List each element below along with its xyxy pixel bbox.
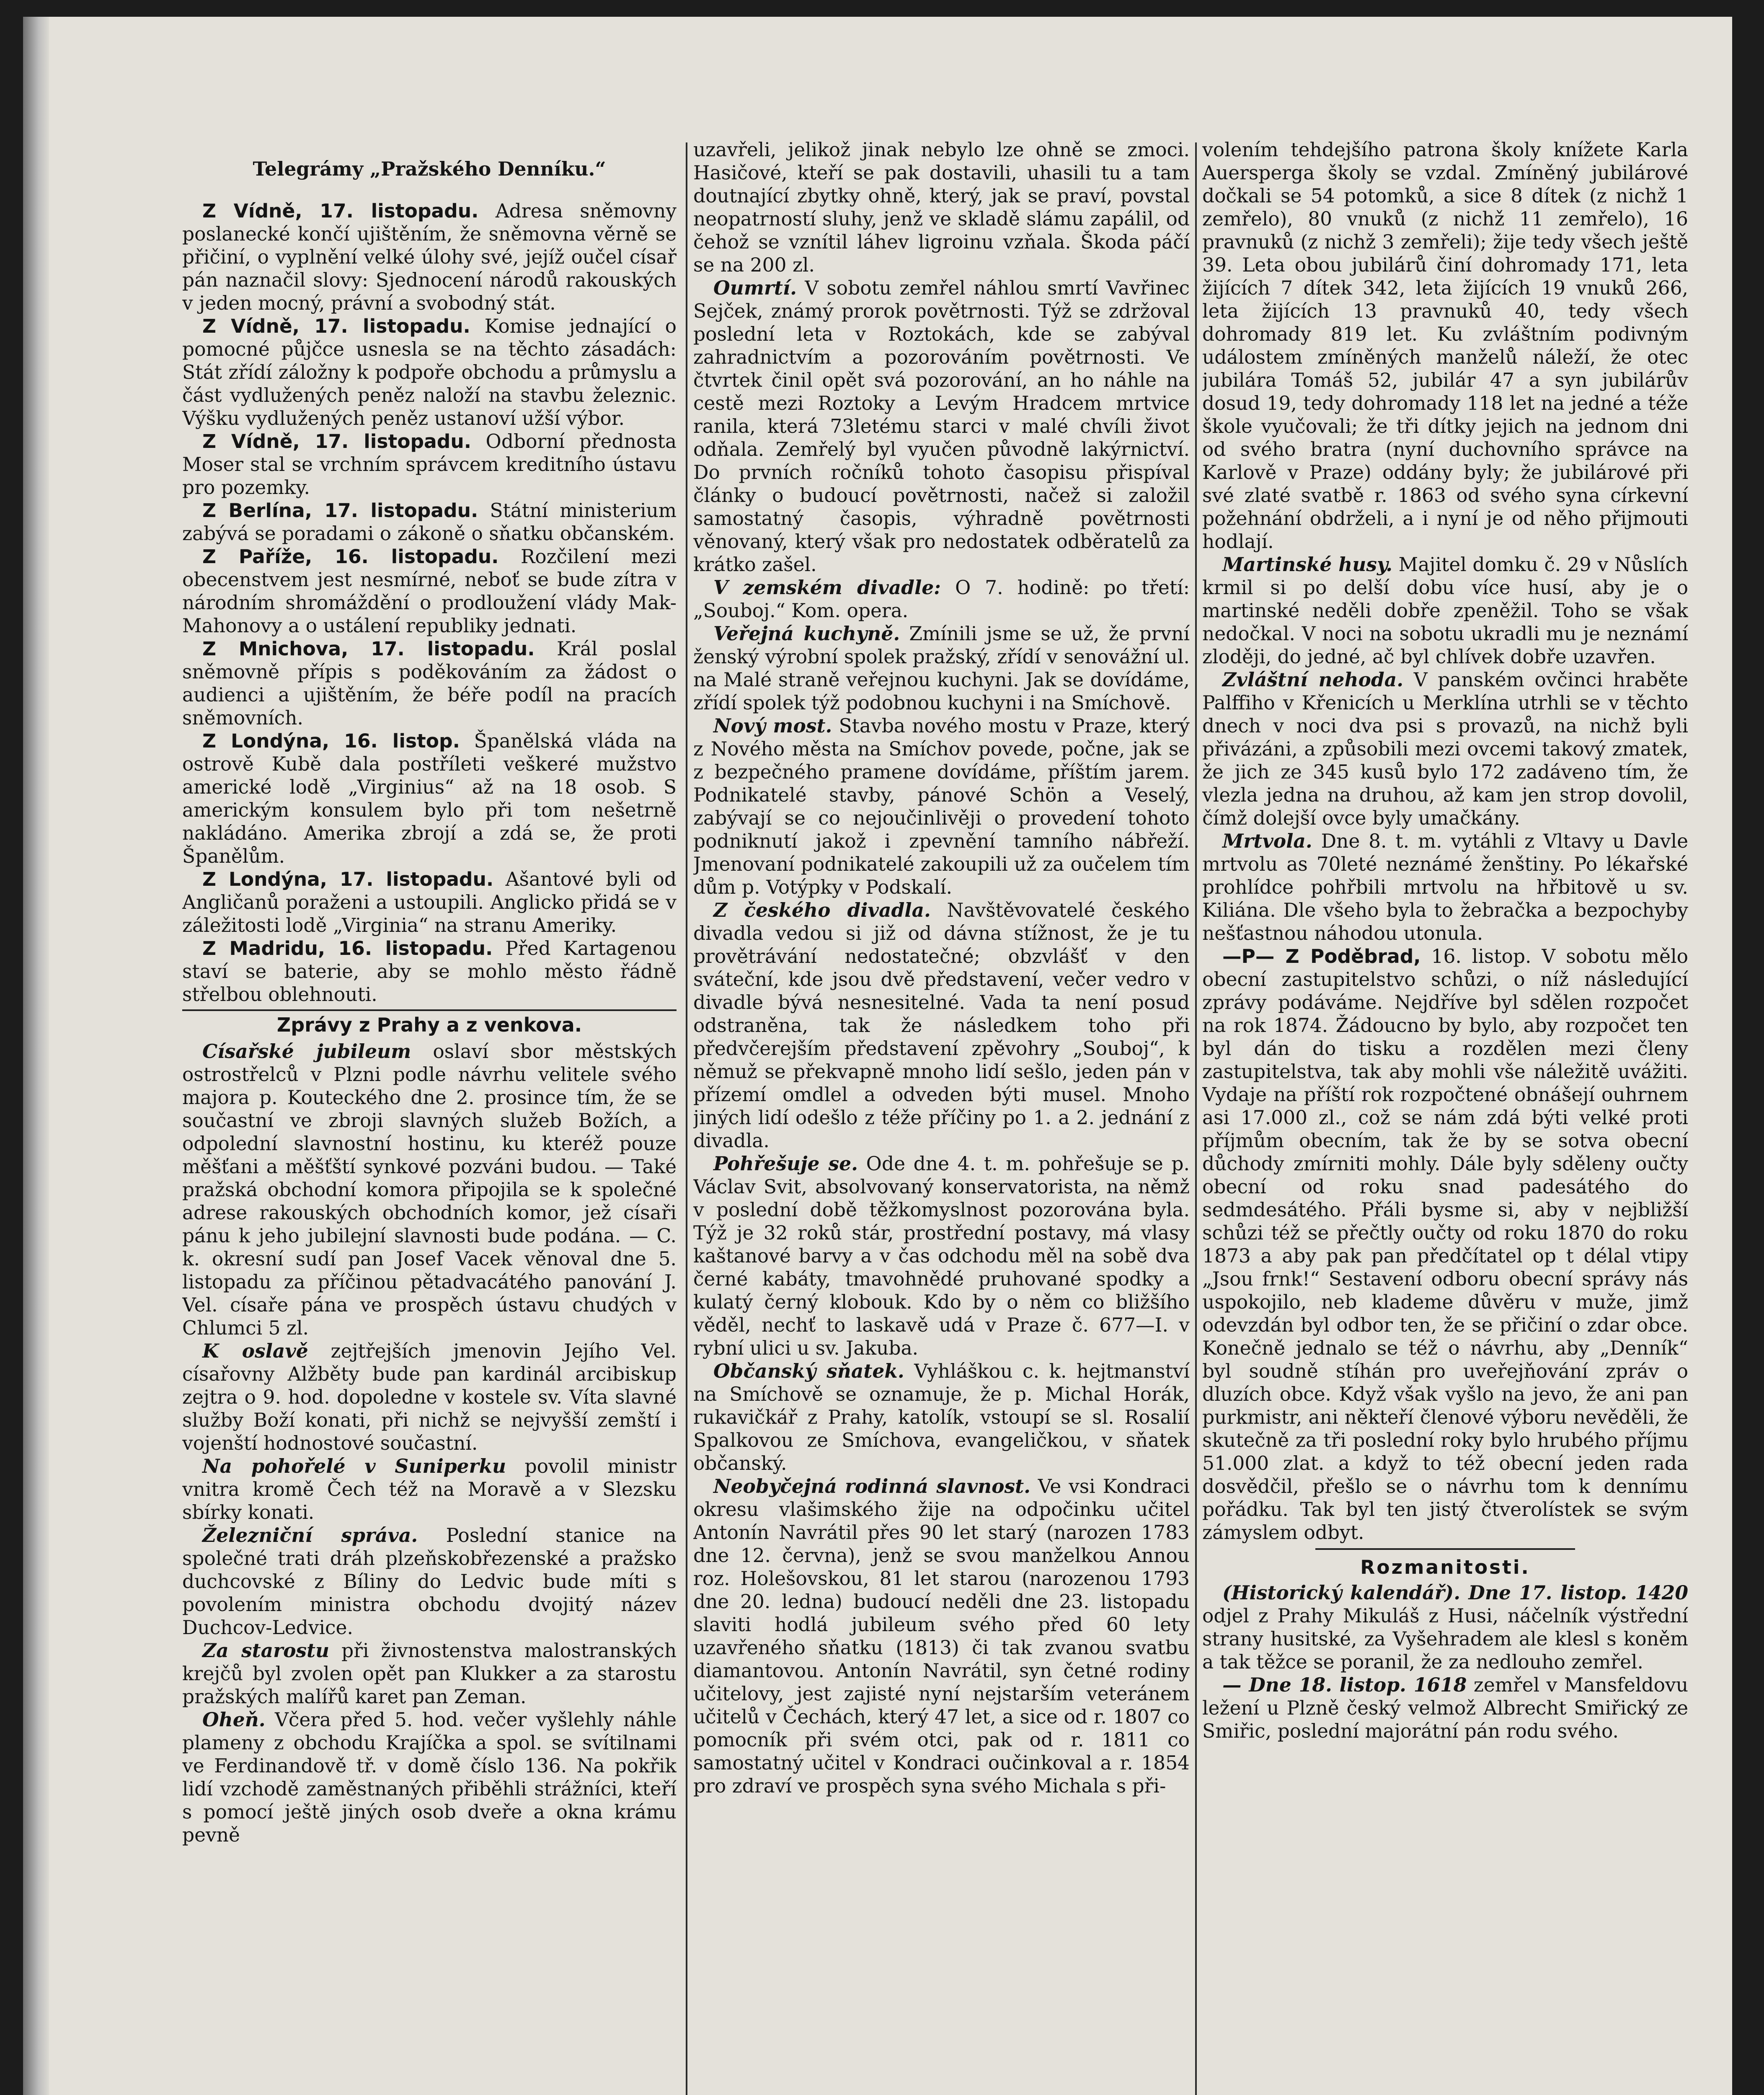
news-item — [182, 1524, 677, 1639]
news-item — [693, 714, 1190, 899]
news-text: 16. listop. V sobotu mělo obecní zastupitelstvo schůzi, o níž následující zprávy podáváme. Nejdříve byl sdělen rozpočet na rok 1874. Žádoucno by bylo, aby rozpočet ten byl dán do tisku a rozdělen mezi členy zastupitelstva, tak aby mohli vše náležitě uvážiti. Vydaje na příští rok rozpočtené obnášejí ouhrnem asi 17.000 zl., což se nám zdá býti velké proti příjmům obecním, tak že by se sotva obecní důchody zmírniti mohly. Dále byly sděleny oučty obecní od roku snad padesátého do sedmdesátého. Přáli bysme si, aby v nejbližší schůzi též se přečtly oučty od roku 1870 do roku 1873 a aby pak pan předčítatel op t délal vtipy „Jsou frnk!“ Sestavení odboru obecní správy nás uspokojilo, neb klademe důvěru v muže, jimž odevzdán byl odbor ten, že se přičiní o zdar obce. Konečně jednalo se též o návrhu, aby „Denník“ byl soudně stíhán pro uveřejňování zpráv o dluzích obce. Když však vyšlo na jevo, že ani pan purkmistr, ani někteří členové výboru nevěděli, že skutečně za tři poslední roky bylo hrubého příjmu 51.000 zlat. a když to též obecní jeden rada dosvědčil, přešlo se o návrhu tom k dennímu pořádku. Tak byl ten jistý čtverolístek se svým zámyslem odbyt. — [1202, 945, 1688, 1544]
news-text: odjel z Prahy Mikuláš z Husi, náčelník výstřední strany husitské, za Vyšehradem ale klesl s koněm a tak těžce se poranil, že za nedlouho zemřel. — [1202, 1605, 1688, 1673]
continuation-text: volením tehdejšího patrona školy knížete Karla Auersperga školy se vzdal. Zmíněný jubilárové dočkali se 54 potomků, a sice 8 dítek (z nichž 1 zemřelo), 80 vnuků (z nichž 11 zemřelo), 16 pravnuků (z nichž 3 zemřeli); žije tedy všech ještě 39. Leta obou jubilárů činí dohromady 171, leta žijících 7 dítek 342, leta žijících 19 vnuků 266, leta žijících 13 pravnuků 40, tedy všech dohromady 819 let. Ku zvláštním podivným událostem zmíněných manželů náleží, že otec jubilára Tomáš 52, jubilár 47 a syn jubilárův dosud 19, tedy dohromady 118 let na jedné a téže škole vyučovali; že tři dítky jejich na jednom dni od svého bratra (nyní duchovního správce na Karlově v Praze) oddány byly; že jubilárové při své zlaté svatbě r. 1863 od svého syna církevní požehnání obdrželi, a i nyní je od něho přijmouti hodlají. — [1202, 139, 1688, 553]
news-text: O 7. hodině: po třetí: „Souboj.“ Kom. opera. — [693, 577, 1190, 622]
news-lead: Z Londýna, 16. listop. — [202, 730, 460, 752]
rozmanitosti-list — [1202, 1581, 1688, 1743]
news-text: Ode dne 4. t. m. pohřešuje se p. Václav Svit, absolvovaný konservatorista, na němž v poslední době těžkomyslnost pozorována byla. Týž je 32 roků stár, prostřední postavy, má vlasy kaštanové barvy a v čas odchodu měl na sobě dva černé kabáty, tmavohnědé pruhované spodky a kulatý černý klobouk. Kdo by o něm co bližšího věděl, nechť to laskavě udá v Praze č. 677—I. v rybní ulici u sv. Jakuba. — [693, 1153, 1190, 1359]
news-list-3 — [1202, 553, 1688, 945]
telegram-item — [182, 729, 677, 868]
telegram-item — [182, 499, 677, 545]
news-item — [182, 1708, 677, 1847]
news-lead: V zemském divadle: — [713, 576, 941, 599]
page-gutter — [23, 17, 49, 2095]
telegrams-header: Telegrámy „Pražského Denníku.“ — [253, 157, 606, 180]
news-text: Poslední stanice na společné trati dráh plzeňskobřezenské a pražsko duchcovské z Bíliny do Ledvic bude míti s povolením ministra obchodu dvojitý název Duchcov-Ledvice. — [182, 1524, 677, 1639]
news-lead: Z Vídně, 17. listopadu. — [202, 200, 479, 222]
news-item — [693, 1152, 1190, 1360]
news-text: Král poslal sněmovně přípis s poděkováním za žádost o audienci a ujištěním, že béře podíl na pracích sněmovních. — [182, 638, 677, 729]
news-text: Rozčilení mezi obecenstvem jest nesmírné, neboť se bude zítra v národním shromáždění o prodloužení vlády Mak-Mahonovy a o ustálení republiky jednati. — [182, 546, 677, 637]
column-1 — [182, 138, 677, 2095]
section-divider — [1315, 1548, 1575, 1550]
news-lead: Na pohořelé v Suniperku — [202, 1455, 506, 1477]
news-lead: Martinské husy. — [1222, 553, 1393, 576]
news-item — [693, 277, 1190, 576]
column-3 — [1202, 138, 1688, 2095]
news-item — [1202, 553, 1688, 668]
telegram-item — [182, 637, 677, 729]
news-text: při živnostenstva malostranských krejčů byl zvolen opět pan Klukker a za starostu pražských malířů karet pan Zeman. — [182, 1640, 677, 1708]
news-text: Vyhláškou c. k. hejtmanství na Smíchově se oznamuje, že p. Michal Horák, rukavičkář z Prahy, katolík, vstoupí se sl. Rosalií Spalkovou ze Smíchova, evangeličkou, v sňatek občanský. — [693, 1360, 1190, 1474]
continuation-text: uzavřeli, jelikož jinak nebylo lze ohně se zmoci. Hasičové, kteří se pak dostavili, uhasili tu a tam doutnající zbytky ohně, který, jak se praví, povstal neopatrností sluhy, jenž ve skladě slámu zapálil, od čehož se vznítil láhev ligroinu vzňala. Škoda páčí se na 200 zl. — [693, 139, 1190, 276]
news-lead: K oslavě — [202, 1340, 308, 1362]
telegram-list — [182, 199, 677, 1006]
news-text: Majitel domku č. 29 v Nůslích krmil si po delší dobu více husí, aby je o martinské neděli dobře zpeněžil. Toho se však nedočkal. V noci na sobotu ukradli mu je neznámí zloději, do jedné, ač byl chlívek dobře uzavřen. — [1202, 553, 1688, 668]
news-item — [182, 1340, 677, 1455]
column-divider — [1195, 142, 1197, 2095]
news-item — [1202, 830, 1688, 945]
news-lead: Neobyčejná rodinná slavnost. — [713, 1475, 1031, 1498]
news-item — [693, 899, 1190, 1152]
news-item — [693, 1360, 1190, 1475]
news-item — [693, 576, 1190, 622]
news-lead: — Dne 18. listop. 1618 — [1222, 1673, 1467, 1696]
news-text: Včera před 5. hod. večer vyšlehly náhle plameny z obchodu Krajíčka a spol. se svítilnami ve Ferdinandově tř. v domě číslo 136. Na pokřik lidí vzchodě zaměstnaných přiběhli strážníci, kteří s pomocí ještě jiných osob dveře a okna krámu pevně — [182, 1709, 677, 1846]
news-text: Odborní přednosta Moser stal se vrchním správcem kreditního ústavu pro pozemky. — [182, 430, 677, 499]
news-item — [693, 1475, 1190, 1798]
news-list-2 — [693, 277, 1190, 1798]
section-title-prague: Zprávy z Prahy a z venkova. — [182, 1009, 677, 1037]
news-text: zemřel v Mansfeldovu ležení u Plzně český velmož Albrecht Smiřický ze Smiřic, poslední majorátní pán rodu svého. — [1202, 1674, 1688, 1742]
news-text: Dne 8. t. m. vytáhli z Vltavy u Davle mrtvolu as 70leté neznámé ženštiny. Po lékařské prohlídce pohřbili mrtvolu na hřbitově u sv. Kiliána. Dle všeho byla to žebračka a bezpochyby nešťastnou náhodou utonula. — [1202, 830, 1688, 944]
telegram-item — [182, 199, 677, 315]
news-text: oslaví sbor městských ostrostřelců v Plzni podle návrhu velitele svého majora p. Kouteckého dne 2. prosince tím, že se součastní ve zbroji slavných služeb Božích, a odpolední slavnostní hostinu, ku kteréž pouze měšťani a měšťští synkové pozváni budou. — Také pražská obchodní komora připojila se k společné adrese rakouských obchodních komor, jež císaři pánu k jeho jubilejní slavnosti bude podána. — C. k. okresní sudí pan Josef Vacek věnoval dne 5. listopadu za příčinou pětadvacátého panování J. Vel. císaře pána ve prospěch ústavu chudých v Chlumci 5 zl. — [182, 1040, 677, 1339]
news-lead: Z Madridu, 16. listopadu. — [202, 937, 493, 960]
news-text: Stavba nového mostu v Praze, který z Nového města na Smíchov povede, počne, jak se z bezpečného pramene dovídáme, příštím jarem. Podnikatelé stavby, pánové Schön a Veselý, zabývají se co nejoučinlivěji o provedení tohoto podniknutí jakož i zpevnění tamního nábřeží. Jmenovaní podnikatelé zakoupili už za oučelem tím dům p. Votýpky v Podskalí. — [693, 715, 1190, 898]
news-list-1 — [182, 1040, 677, 1847]
column-2 — [693, 138, 1190, 2095]
news-text: Státní ministerium zabývá se poradami o zákoně o sňatku občanském. — [182, 499, 677, 545]
news-text: Před Kartagenou staví se baterie, aby se mohlo město řádně střelbou oblehnouti. — [182, 937, 677, 1006]
news-lead: Za starostu — [202, 1639, 330, 1662]
news-lead: (Historický kalendář). Dne 17. listop. 1420 — [1222, 1581, 1688, 1604]
news-lead: Občanský sňatek. — [713, 1360, 904, 1382]
news-lead: Z Londýna, 17. listopadu. — [202, 868, 494, 890]
telegram-item — [182, 545, 677, 637]
news-lead: Z Vídně, 17. listopadu. — [202, 315, 470, 337]
rozmanitosti-item — [1202, 1581, 1688, 1673]
news-lead: Zvláštní nehoda. — [1222, 668, 1404, 691]
news-text: zejtřejších jmenovin Jejího Vel. císařovny Alžběty bude pan kardinál arcibiskup zejtra o 9. hod. dopoledne v kostele sv. Víta slavné služby Boží konati, při nichž se nejvyšší zemští i vojenští hodnostové součastní. — [182, 1340, 677, 1454]
news-text: Ašantové byli od Angličanů poraženi a ustoupili. Anglicko přidá se v záležitosti lodě „Virginia“ na stranu Ameriky. — [182, 868, 677, 936]
telegram-item — [182, 937, 677, 1006]
news-text: V panském ovčinci hraběte Palffiho v Křenicích u Merklína utrhli se v těchto dnech v noci dva psi s provazů, na nichž byli přivázáni, a způsobili mezi ovcemi takový zmatek, že jich ze 345 kusů bylo 172 zadáveno tím, že vlezla jedna na druhou, až kam jen strop dovolil, čímž dolejší ovce byly umačkány. — [1202, 669, 1688, 829]
column-divider — [686, 142, 687, 2095]
news-lead: Z českého divadla. — [713, 899, 931, 921]
news-text: Španělská vláda na ostrově Kubě dala postříleti veškeré mužstvo americké lodě „Virginius“ až na 18 osob. S americkým konsulem bylo při tom nešetrně nakládáno. Amerika zbrojí a zdá se, že proti Španělům. — [182, 730, 677, 867]
telegram-item — [182, 430, 677, 499]
news-lead: Z Paříže, 16. listopadu. — [202, 546, 499, 568]
news-text: Navštěvovatelé českého divadla vedou si již od dávna stížnost, že je tu provětrávání nedostatečné; obzvlášť v den sváteční, kde jsou dvě představení, večer vedro v divadle bývá nesnesitelné. Vada ta není posud odstraněna, tak že následkem toho při předvčerejším představení zpěvohry „Souboj“, k němuž se překvapně mnoho lidí sešlo, jeden pán v přízemí omdlel a odveden býti musel. Mnoho jiných lidí odešlo z téže příčiny po 1. a 2. jednání z divadla. — [693, 899, 1190, 1152]
telegram-item — [182, 315, 677, 430]
news-lead: Železniční správa. — [202, 1524, 418, 1547]
news-lead: Císařské jubileum — [202, 1040, 411, 1063]
telegram-item — [182, 868, 677, 937]
news-text: Komise jednající o pomocné půjčce usnesla se na těchto zásadách: Stát zřídí záložny k podpoře obchodu a průmyslu a část vydlužených peněz naloží na stavbu železnic. Výšku vydlužených peněz ustanoví užší výbor. — [182, 315, 677, 429]
news-lead: Nový most. — [713, 714, 832, 737]
news-lead: Pohřešuje se. — [713, 1152, 858, 1175]
news-lead: Oumrtí. — [713, 277, 797, 299]
news-lead: Z Vídně, 17. listopadu. — [202, 430, 472, 453]
news-text: Zmínili jsme se už, že první ženský výrobní spolek pražský, zřídí v senovážní ul. na Malé straně veřejnou kuchyni. Jak se dovídáme, zřídí spolek týž podobnou kuchyni i na Smíchově. — [693, 623, 1190, 714]
news-text: Ve vsi Kondraci okresu vlašimského žije na odpočinku učitel Antonín Navrátil přes 90 let starý (narozen 1783 dne 12. června), jenž se svou manželkou Annou roz. Holešovskou, 81 let starou (narozenou 1793 dne 20. ledna) budoucí neděli dne 23. listopadu slaviti hodlá jubileum svého před 60 lety uzavřeného sňatku (1813) či tak zvanou svatbu diamantovou. Antonín Navrátil, syn četné rodiny učitelovy, jest zajisté nyní nejstarším veteránem učitelů v Čechách, který 47 let, a sice od r. 1807 co pomocník při svém otci, pak od r. 1811 co samostatný učitel v Kondraci oučinkoval a r. 1854 pro zdraví ve prospěch syna svého Michala s při- — [693, 1475, 1190, 1797]
news-item — [693, 622, 1190, 714]
newspaper-page — [23, 17, 1732, 2095]
news-lead: —P— Z Poděbrad, — [1222, 945, 1421, 967]
news-lead: Z Mnichova, 17. listopadu. — [202, 638, 535, 660]
section-title-rozmanitosti: Rozmanitosti. — [1360, 1556, 1530, 1578]
news-item — [182, 1639, 677, 1708]
news-lead: Mrtvola. — [1222, 830, 1312, 852]
news-lead: Oheň. — [202, 1708, 266, 1731]
news-text: Adresa sněmovny poslanecké končí ujištěním, že sněmovna věrně se přičiní, o vyplnění velké úlohy své, jejíž oučel císař pán naznačil slovy: Sjednocení národů rakouských v jeden mocný, právní a svobodný stát. — [182, 200, 677, 314]
news-lead: Veřejná kuchyně. — [713, 622, 900, 645]
rozmanitosti-item — [1202, 1673, 1688, 1743]
news-item — [1202, 668, 1688, 830]
news-item — [182, 1040, 677, 1340]
news-text: povolil ministr vnitra kromě Čech též na Moravě a v Slezsku sbírky konati. — [182, 1455, 677, 1523]
news-item-podebrady — [1202, 945, 1688, 1544]
news-item — [182, 1455, 677, 1524]
news-text: V sobotu zemřel náhlou smrtí Vavřinec Sejček, známý prorok povětrnosti. Týž se zdržoval poslední leta v Roztokách, kde se zabýval zahradnictvím a pozorováním povětrnosti. Ve čtvrtek činil opět svá pozorování, an ho náhle na cestě mezi Roztoky a Levým Hradcem mrtvice ranila, která 73letému starci v malé chvíli život odňala. Zemřelý byl vyučen původně lakýrnictví. Do prvních ročníků tohoto časopisu přispíval články o budoucí povětrnosti, načež si založil samostatný časopis, výhradně povětrnosti věnovaný, který však pro nedostatek odběratelů za krátko zašel. — [693, 277, 1190, 576]
news-lead: Z Berlína, 17. listopadu. — [202, 499, 478, 522]
